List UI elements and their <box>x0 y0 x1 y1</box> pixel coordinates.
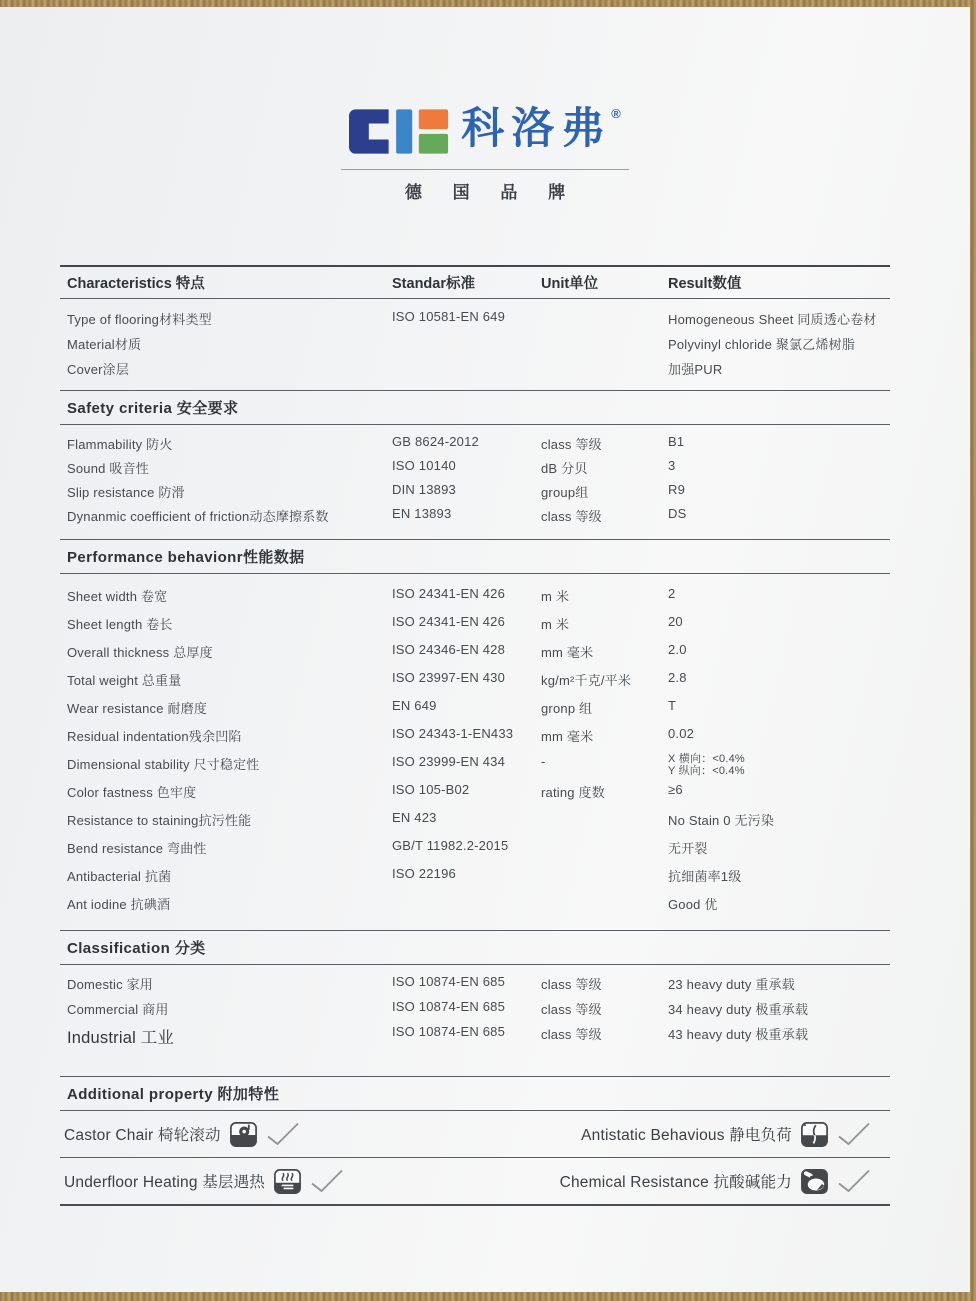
row-label: Resistance to staining抗污性能 <box>67 813 252 828</box>
row-standard: ISO 22196 <box>392 866 456 881</box>
row-label: Bend resistance 弯曲性 <box>67 841 207 856</box>
table-row <box>60 866 890 894</box>
table-row <box>60 1024 890 1049</box>
row-label: Sheet length 卷长 <box>67 617 173 632</box>
row-label: Color fastness 色牢度 <box>67 785 197 800</box>
table-row <box>60 838 890 866</box>
table-row <box>60 482 890 506</box>
table-row <box>60 586 890 614</box>
row-result <box>668 754 890 777</box>
brand-tagline: 德 国 品 牌 <box>404 183 579 202</box>
row-standard: ISO 24346-EN 428 <box>392 642 506 657</box>
table-row <box>60 614 890 642</box>
row-label: Material材质 <box>67 337 142 352</box>
section-title-additional: Additional property 附加特性 <box>60 1076 890 1111</box>
row-label: Residual indentation残余凹陷 <box>67 729 242 744</box>
row-result: 2.0 <box>668 642 687 657</box>
row-result: 2 <box>668 586 676 601</box>
row-standard: ISO 105-B02 <box>392 782 470 797</box>
row-result: 20 <box>668 614 683 629</box>
check-icon <box>266 1121 301 1147</box>
row-unit: class 等级 <box>541 437 602 452</box>
row-unit: class 等级 <box>541 1027 602 1042</box>
row-unit: mm 毫米 <box>541 729 594 744</box>
row-standard: ISO 23999-EN 434 <box>392 754 506 769</box>
row-result: 无开裂 <box>668 841 708 856</box>
section-title-performance: Performance behavionr性能数据 <box>60 539 890 574</box>
brand-logo-row <box>0 106 970 156</box>
row-label: Industrial 工业 <box>67 1029 175 1047</box>
header-characteristics: Characteristics 特点 <box>67 276 205 292</box>
additional-property-row <box>60 1111 890 1158</box>
row-result: 抗细菌率1级 <box>668 869 742 884</box>
brand-header <box>0 106 970 203</box>
row-label: Domestic 家用 <box>67 977 153 992</box>
row-unit: group组 <box>541 485 589 500</box>
table-row <box>60 894 890 922</box>
row-standard: DIN 13893 <box>392 482 456 497</box>
result-line: Y 纵向：<0.4% <box>668 764 745 777</box>
row-result: Homogeneous Sheet 同质透心卷材 <box>668 312 877 327</box>
row-label: Slip resistance 防滑 <box>67 485 185 500</box>
row-label: Dynanmic coefficient of friction动态摩擦系数 <box>67 509 329 524</box>
row-result: Good 优 <box>668 897 718 912</box>
check-icon <box>837 1121 872 1147</box>
row-result: 2.8 <box>668 670 687 685</box>
row-result: 3 <box>668 458 676 473</box>
row-result: 34 heavy duty 极重承载 <box>668 1002 809 1017</box>
logo-divider <box>341 169 629 170</box>
row-unit: dB 分贝 <box>541 461 588 476</box>
row-label: Antibacterial 抗菌 <box>67 869 172 884</box>
row-result: ≥6 <box>668 782 683 797</box>
row-label: Ant iodine 抗碘酒 <box>67 897 171 912</box>
header-standard: Standar标准 <box>392 276 475 292</box>
check-icon <box>837 1168 872 1194</box>
table-row <box>60 974 890 999</box>
row-unit: class 等级 <box>541 509 602 524</box>
row-standard: GB 8624-2012 <box>392 434 479 449</box>
table-row <box>60 458 890 482</box>
row-label: Total weight 总重量 <box>67 673 182 688</box>
spec-table-body <box>60 299 890 1206</box>
row-unit: mm 毫米 <box>541 645 594 660</box>
row-unit: - <box>541 754 546 769</box>
row-unit: m 米 <box>541 589 570 604</box>
row-standard: ISO 10140 <box>392 458 456 473</box>
row-unit: class 等级 <box>541 977 602 992</box>
row-result: 43 heavy duty 极重承载 <box>668 1027 809 1042</box>
section-title-safety: Safety criteria 安全要求 <box>60 390 890 425</box>
table-row <box>60 726 890 754</box>
section-rows-performance <box>60 574 890 930</box>
row-standard: GB/T 11982.2-2015 <box>392 838 509 853</box>
table-row <box>60 810 890 838</box>
table-row <box>60 434 890 458</box>
table-row <box>60 506 890 530</box>
property-item <box>556 1168 890 1194</box>
castor-chair-icon <box>230 1122 257 1147</box>
additional-property-row <box>60 1158 890 1206</box>
row-result: R9 <box>668 482 686 497</box>
property-item <box>60 1121 301 1147</box>
table-row <box>60 334 890 359</box>
antistatic-icon <box>801 1122 828 1147</box>
row-result: No Stain 0 无污染 <box>668 813 775 828</box>
table-row <box>60 698 890 726</box>
row-standard: ISO 24343-1-EN433 <box>392 726 514 741</box>
table-row <box>60 782 890 810</box>
paper-page <box>0 7 970 1292</box>
table-row <box>60 642 890 670</box>
row-label: Wear resistance 耐磨度 <box>67 701 208 716</box>
row-label: Cover涂层 <box>67 362 130 377</box>
row-standard: ISO 23997-EN 430 <box>392 670 506 685</box>
row-standard: ISO 24341-EN 426 <box>392 586 506 601</box>
row-standard: ISO 10874-EN 685 <box>392 999 506 1014</box>
table-row <box>60 754 890 782</box>
brand-logo-icon <box>349 108 449 155</box>
row-result: B1 <box>668 434 685 449</box>
row-result: DS <box>668 506 687 521</box>
table-row <box>60 309 890 334</box>
row-result: 0.02 <box>668 726 695 741</box>
section-title-classification: Classification 分类 <box>60 930 890 965</box>
specification-sheet <box>60 265 890 1206</box>
brand-logo-text: 科洛弗 <box>461 105 612 153</box>
section-rows-safety <box>60 425 890 539</box>
chemical-resistance-icon <box>801 1169 828 1194</box>
row-label: Dimensional stability 尺寸稳定性 <box>67 757 260 772</box>
row-label: Commercial 商用 <box>67 1002 169 1017</box>
row-label: Flammability 防火 <box>67 437 173 452</box>
spec-table-header <box>60 265 890 299</box>
table-row <box>60 999 890 1024</box>
row-unit: gronp 组 <box>541 701 593 716</box>
row-result: 加强PUR <box>668 362 723 377</box>
row-label: Type of flooring材料类型 <box>67 312 212 327</box>
row-standard: EN 423 <box>392 810 437 825</box>
row-unit: rating 度数 <box>541 785 605 800</box>
section-rows-classification <box>60 965 890 1076</box>
section-rows-characteristics <box>60 299 890 390</box>
property-label: Chemical Resistance 抗酸碱能力 <box>559 1174 792 1191</box>
property-item <box>577 1121 890 1147</box>
row-result: Polyvinyl chloride 聚氯乙烯树脂 <box>668 337 856 352</box>
row-standard: ISO 24341-EN 426 <box>392 614 506 629</box>
table-row <box>60 670 890 698</box>
registered-trademark-symbol: ® <box>611 106 621 121</box>
row-standard: EN 649 <box>392 698 437 713</box>
row-label: Sheet width 卷宽 <box>67 589 168 604</box>
row-label: Overall thickness 总厚度 <box>67 645 213 660</box>
header-unit: Unit单位 <box>541 276 599 292</box>
row-standard: ISO 10874-EN 685 <box>392 974 506 989</box>
property-label: Castor Chair 椅轮滚动 <box>64 1127 221 1144</box>
table-row <box>60 359 890 384</box>
row-result: T <box>668 698 677 713</box>
row-standard: ISO 10874-EN 685 <box>392 1024 506 1039</box>
property-item <box>60 1168 345 1194</box>
row-unit: class 等级 <box>541 1002 602 1017</box>
row-unit: m 米 <box>541 617 570 632</box>
row-unit: kg/m²千克/平米 <box>541 673 632 688</box>
row-result: 23 heavy duty 重承载 <box>668 977 795 992</box>
header-result: Result数值 <box>668 276 742 292</box>
row-standard: EN 13893 <box>392 506 452 521</box>
row-label: Sound 吸音性 <box>67 461 150 476</box>
property-label: Antistatic Behavious 静电负荷 <box>581 1127 792 1144</box>
row-standard: ISO 10581-EN 649 <box>392 309 506 324</box>
check-icon <box>310 1168 345 1194</box>
underfloor-heating-icon <box>274 1169 301 1194</box>
result-line: X 横向：<0.4% <box>668 753 745 765</box>
property-label: Underfloor Heating 基层遇热 <box>64 1174 266 1191</box>
